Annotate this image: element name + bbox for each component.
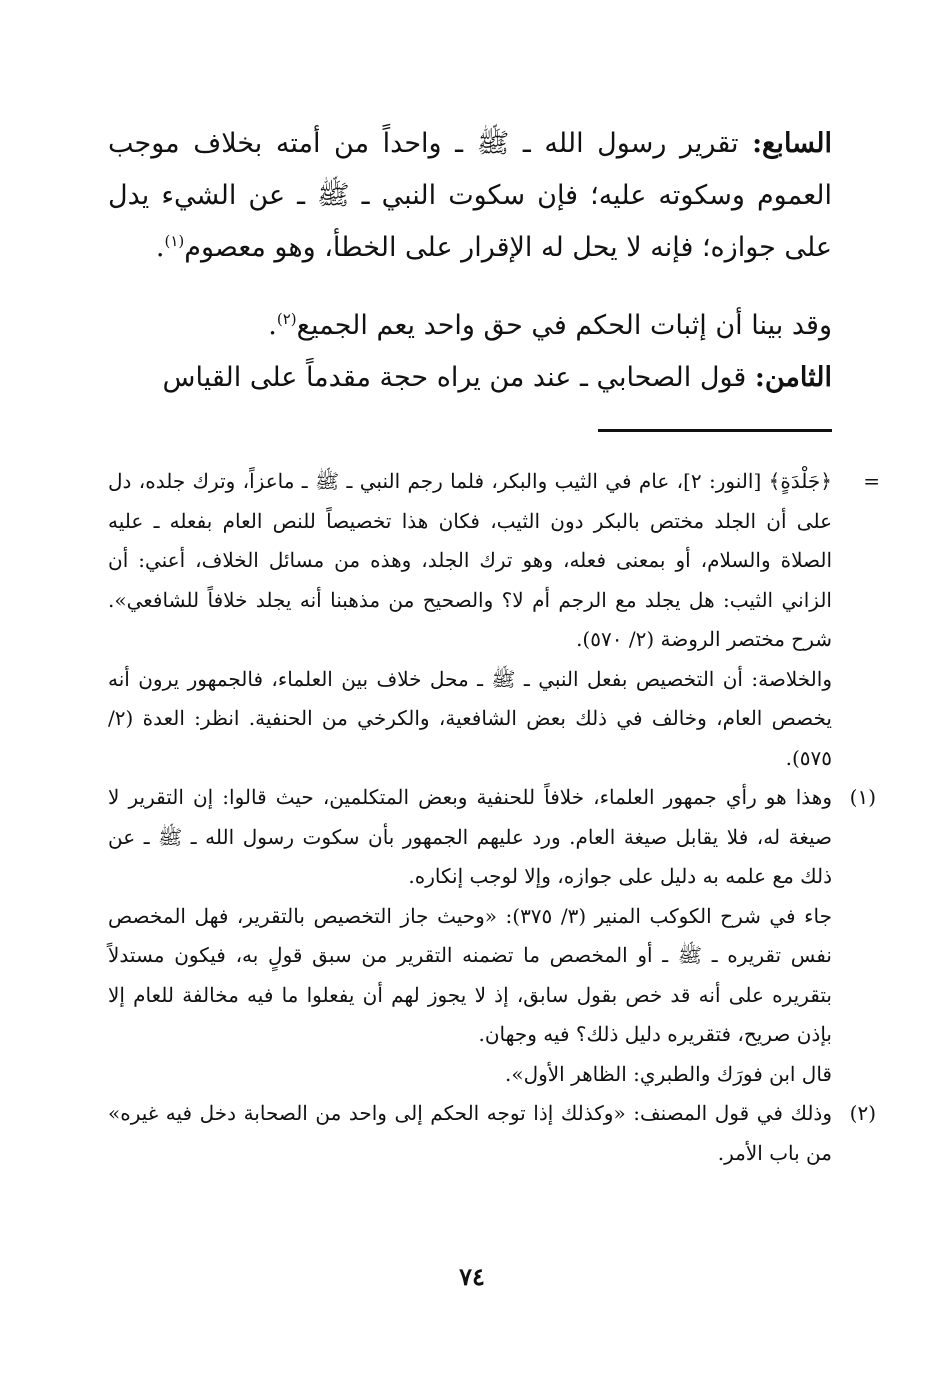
paragraph-eighth (108, 352, 832, 404)
heading-eighth: الثامن: (754, 362, 832, 393)
footnotes (108, 462, 880, 1173)
footnote-continuation (108, 462, 880, 660)
continuation-mark: = (863, 469, 880, 493)
paragraph-generalization: وقد بينا أن إثبات الحكم في حق واحد يعم الجميع$^{(٢)}$. (268, 310, 832, 341)
paragraph-seventh-body: تقرير رسول الله ـ ﷺ ـ واحداً من أمته بخلاف موجب العموم وسكوته عليه؛ فإن سكوت النبي ـ ﷺ ـ عن الشيء يدل على جوازه؛ فإنه لا يحل له الإقرار على الخطأ، وهو معصوم (108, 128, 832, 263)
footnote-2 (108, 1094, 876, 1173)
footnote-1-number: (١) (849, 785, 876, 809)
footnote-summary: والخلاصة: أن التخصيص بفعل النبي ـ ﷺ ـ محل خلاف بين العلماء، فالجمهور يرون أنه يخصص العام، وخالف في ذلك بعض الشافعية، والكرخي من الحنفية. انظر: العدة (٢/ ٥٧٥). (108, 666, 832, 770)
footnote-1-end: قال ابن فورَك والطبري: الظاهر الأول». (504, 1061, 832, 1086)
footnote-1-text: وهذا هو رأي جمهور العلماء، خلافاً للحنفية وبعض المتكلمين، حيث قالوا: إن التقرير لا صيغة له، فلا يقابل صيغة العام. ورد عليهم الجمهور بأن سكوت رسول الله ـ ﷺ ـ عن ذلك مع علمه به دليل على جوازه، وإلا لوجب إنكاره. (108, 785, 832, 888)
footnote-1-quote: جاء في شرح الكوكب المنير (٣/ ٣٧٥): «وحيث جاز التخصيص بالتقرير، فهل المخصص نفس تقريره ـ ﷺ ـ أو المخصص ما تضمنه التقرير من سبق قولٍ به، فيكون مستدلاً بتقريره على أنه قد خص بقول سابق، إذ لا يجوز لهم أن يفعلوا ما فيه مخالفة للعام إلا بإذن صريح، فتقريره دليل ذلك؟ فيه وجهان. (108, 903, 832, 1046)
footnote-ref-2[interactable]: (٢) (276, 310, 297, 328)
footnote-2-number: (٢) (849, 1101, 876, 1125)
footnote-continuation-text: ﴿جَلْدَةٍ﴾ [النور: ٢]، عام في الثيب والبكر، فلما رجم النبي ـ ﷺ ـ ماعزاً، وترك جلده، دل على أن الجلد مختص بالبكر دون الثيب، فكان هذا تخصيصاً للنص العام بفعله ـ عليه الصلاة والسلام، أو بمعنى فعله، وهو ترك الجلد، وهذه من مسائل الخلاف، أعني: أن الزاني الثيب: هل يجلد مع الرجم أم لا؟ والصحيح من مذهبنا أنه يجلد خلافاً للشافعي». شرح مختصر الروضة (٢/ ٥٧٠). (108, 469, 832, 651)
heading-seventh: السابع: (752, 128, 832, 159)
footnote-separator (598, 429, 832, 432)
footnote-ref-1[interactable]: (١) (164, 232, 185, 250)
footnote-2-text: وذلك في قول المصنف: «وكذلك إذا توجه الحكم إلى واحد من الصحابة دخل فيه غيره» من باب الأمر. (108, 1101, 832, 1165)
main-text (108, 118, 832, 404)
page-number: ٧٤ (459, 1262, 485, 1291)
paragraph-generalization-body: وقد بينا أن إثبات الحكم في حق واحد يعم الجميع (296, 310, 832, 341)
footnote-1 (108, 778, 876, 897)
paragraph-seventh: السابع: تقرير رسول الله ـ ﷺ ـ واحداً من أمته بخلاف موجب العموم وسكوته عليه؛ فإن سكوت النبي ـ ﷺ ـ عن الشيء يدل على جوازه؛ فإنه لا يحل له الإقرار على الخطأ، وهو معصوم$^{(١)}$. (108, 128, 832, 263)
paragraph-eighth-body: قول الصحابي ـ عند من يراه حجة مقدماً على القياس (162, 362, 755, 393)
